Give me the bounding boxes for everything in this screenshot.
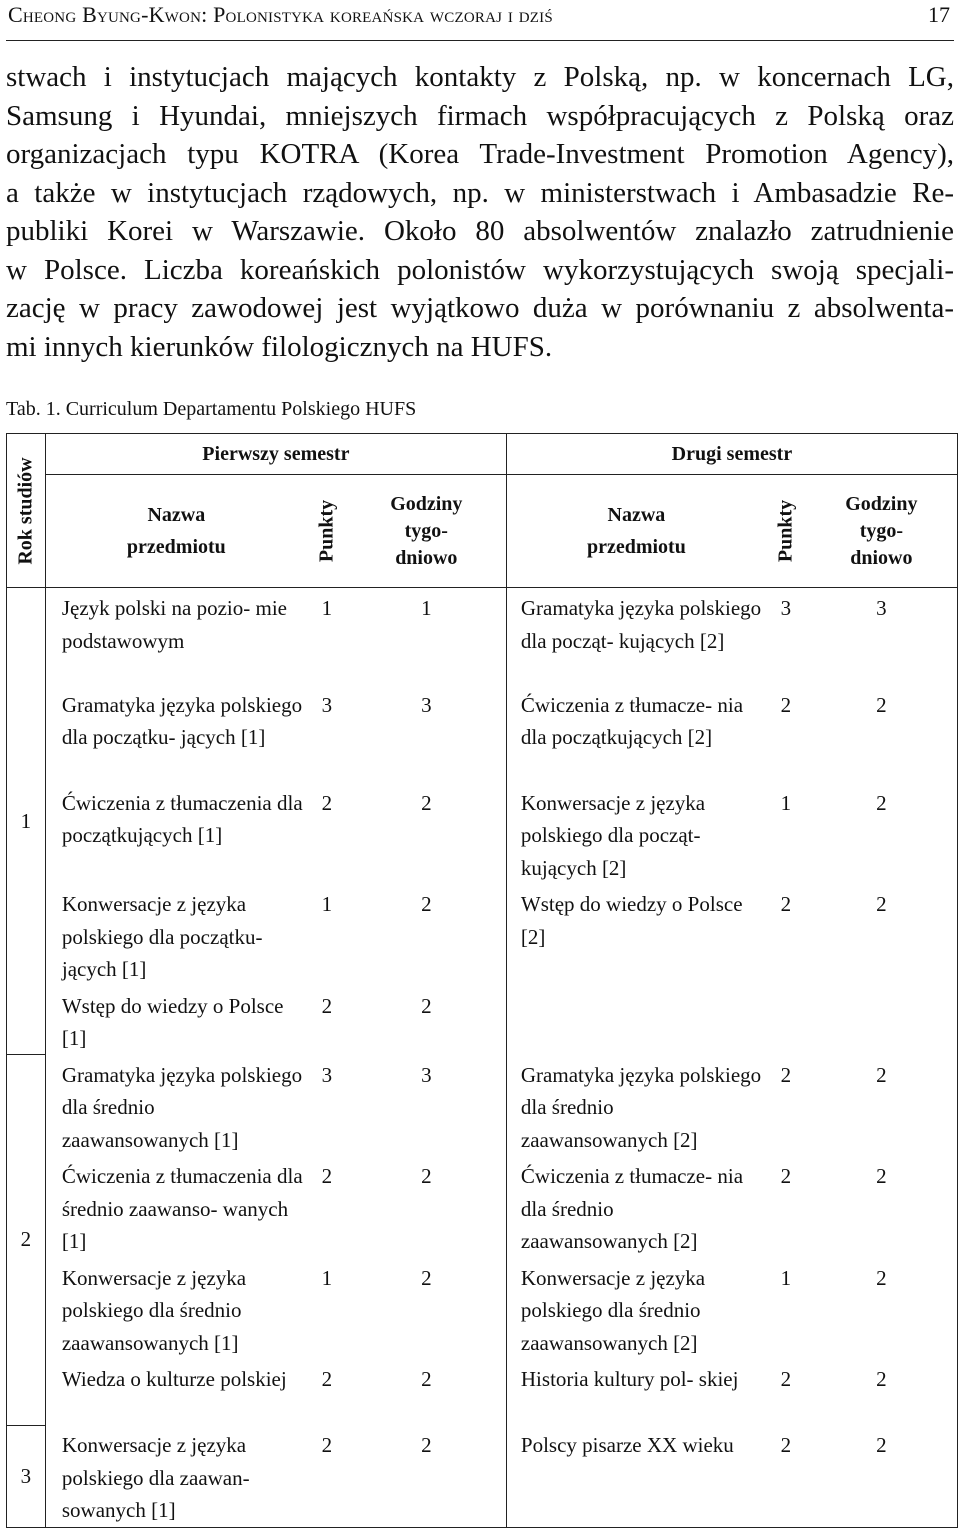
points-2: 2 [780,1164,792,1188]
hours-1: 1 [347,588,507,685]
hours-2: 2 [806,1425,958,1527]
hours-2 [806,986,958,1055]
subject-2: Konwersacje z języka polskiego dla średnio zaawansowanych [2] [520,1265,706,1355]
year-cell-1: 1 [7,588,46,1055]
points-1: 2 [321,993,333,1018]
hours-1: 3 [347,685,507,783]
subject-2 [506,986,766,1055]
paragraph-line: Samsung i Hyundai, mniejszych firmach współpracujących z Polską oraz [6,99,954,132]
table-row [7,1359,958,1425]
points-1: 2 [321,1164,333,1188]
header-second-semester: Drugi semestr [506,434,957,475]
subject-1: Ćwiczenia z tłumaczenia dla początkujących [1] [45,783,307,885]
paragraph-line: mi innych kierunków filologicznych na HUFS. [6,330,553,363]
header-godziny-1: Godziny tygo- dniowo [347,475,507,588]
points-2 [766,986,806,1055]
points-1: 2 [321,790,333,815]
header-punkty-1: Punkty [307,475,347,588]
points-1: 3 [321,1062,333,1087]
subject-2: Gramatyka języka polskiego dla średnio zaawansowanych [2] [520,1062,762,1152]
hours-2: 3 [806,588,958,685]
points-1: 2 [307,1425,347,1527]
table-caption: Tab. 1. Curriculum Departamentu Polskiego HUFS [6,398,417,420]
paragraph-line: w Polsce. Liczba koreańskich polonistów wykorzystujących swoją specjali- [6,253,954,286]
hours-1: 2 [347,1359,507,1425]
subject-1: Ćwiczenia z tłumaczenia dla średnio zaawanso- wanych [1] [45,1156,307,1258]
table-row [7,783,958,885]
points-2: 3 [766,588,806,685]
page-number: 17 [928,2,950,27]
paragraph-line: a także w instytucjach rządowych, np. w ministerstwach i Ambasadzie Re- [6,176,954,209]
year-cell-3: 3 [7,1425,46,1527]
points-1: 1 [321,892,333,916]
table-row [7,986,958,1055]
hours-1: 2 [347,783,507,885]
table-row [7,685,958,783]
hours-1: 2 [347,1156,507,1258]
header-nazwa-1: Nazwa przedmiotu [45,475,307,588]
running-header [6,0,954,41]
hours-2: 2 [806,1258,958,1360]
table-row [7,1156,958,1258]
header-title: Cheong Byung-Kwon: Polonistyka koreańska wczoraj i dziś [8,2,553,27]
table-row [7,1425,958,1527]
points-1: 1 [307,588,347,685]
subject-1: Konwersacje z języka polskiego dla średnio zaawansowanych [1] [45,1258,307,1360]
subject-1: Konwersacje z języka polskiego dla zaawan- sowanych [1] [45,1425,307,1527]
points-1: 3 [321,692,333,717]
points-2: 2 [766,1425,806,1527]
table-row [7,588,958,685]
subject-1: Konwersacje z języka polskiego dla początku- jących [1] [45,884,307,986]
paragraph-line: organizacjach typu KOTRA (Korea Trade-Investment Promotion Agency), [6,138,954,170]
points-2: 2 [780,692,792,717]
subject-2: Wstęp do wiedzy o Polsce [2] [520,892,743,949]
subject-1: Wiedza o kulturze polskiej [45,1359,307,1425]
hours-1: 3 [347,1055,507,1157]
subject-1: Gramatyka języka polskiego dla średnio zaawansowanych [1] [45,1055,307,1157]
curriculum-table [6,433,958,1528]
hours-2: 2 [806,1156,958,1258]
hours-1: 2 [347,884,507,986]
subject-1: Gramatyka języka polskiego dla początku- jących [1] [45,685,307,783]
table-row [7,884,958,986]
header-punkty-2: Punkty [766,475,806,588]
paragraph-line: publiki Korei w Warszawie. Około 80 absolwentów znalazło zatrudnienie [6,215,954,247]
points-1: 1 [321,1265,333,1290]
body-paragraph [6,58,954,366]
points-2: 2 [780,1062,792,1087]
hours-1: 2 [347,986,507,1055]
points-1: 2 [321,1367,333,1391]
hours-1: 2 [347,1425,507,1527]
hours-2: 2 [806,1055,958,1157]
header-first-semester: Pierwszy semestr [45,434,506,475]
hours-2: 2 [806,685,958,783]
paragraph-line: stwach i instytucjach mających kontakty z Polską, np. w koncernach LG, [6,61,954,93]
table-row [7,1055,958,1157]
points-2: 1 [780,1265,792,1290]
paragraph-line: zację w pracy zawodowej jest wyjątkowo duża w porównaniu z absolwenta- [6,292,954,324]
subject-2: Gramatyka języka polskiego dla począt- kujących [2] [506,588,766,685]
hours-1: 2 [347,1258,507,1360]
subject-2: Konwersacje z języka polskiego dla począt- kujących [2] [520,790,706,880]
year-cell-2: 2 [7,1055,46,1426]
points-2: 1 [780,790,792,815]
subject-2: Polscy pisarze XX wieku [506,1425,766,1527]
points-2: 2 [780,1367,792,1391]
hours-2: 2 [806,783,958,885]
header-rok-studiow: Rok studiów [7,434,46,588]
subject-2: Historia kultury pol- skiej [520,1367,739,1391]
subject-2: Ćwiczenia z tłumacze- nia dla średnio zaawansowanych [2] [520,1164,744,1253]
subject-2: Ćwiczenia z tłumacze- nia dla początkujących [2] [520,692,744,749]
header-godziny-2: Godziny tygo- dniowo [806,475,958,588]
hours-2: 2 [806,884,958,986]
header-nazwa-2: Nazwa przedmiotu [506,475,766,588]
hours-2: 2 [806,1359,958,1425]
table-row [7,1258,958,1360]
subject-1: Wstęp do wiedzy o Polsce [1] [45,986,307,1055]
points-2: 2 [780,892,792,916]
subject-1: Język polski na pozio- mie podstawowym [45,588,307,685]
